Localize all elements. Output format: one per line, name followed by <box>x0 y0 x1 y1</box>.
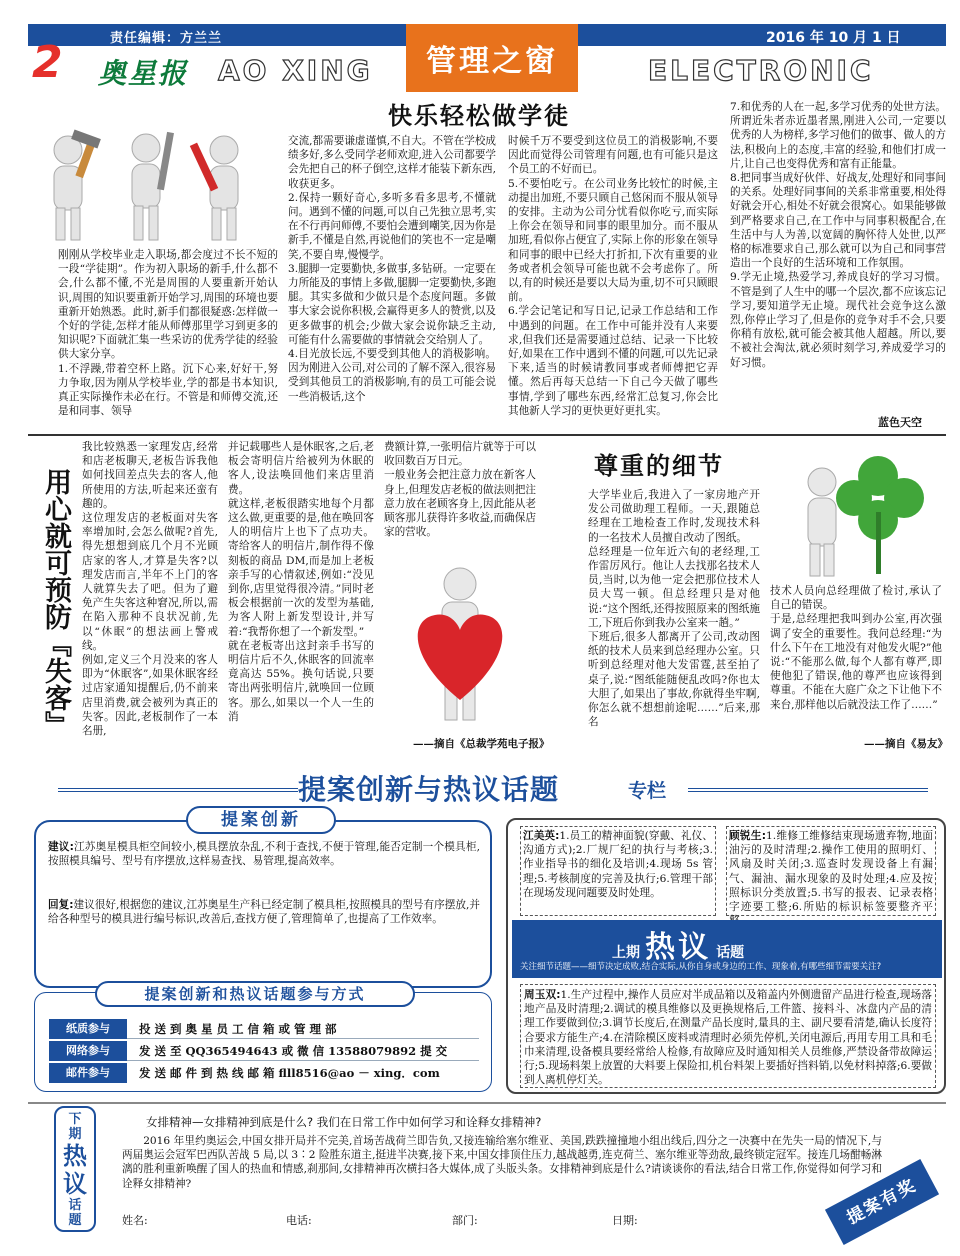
article-source: ——摘自《易友》 <box>864 738 948 750</box>
article-source: ——摘自《总裁学苑电子报》 <box>413 738 550 750</box>
prize-stamp-label: 提案有奖 <box>843 1175 921 1229</box>
column-banner <box>28 770 946 806</box>
masthead-date: 2016 年 10 月 1 日 <box>766 30 901 46</box>
proposal-header-label: 提案创新 <box>221 810 301 830</box>
form-phone-label: 电话: <box>286 1214 312 1227</box>
suggestion-label: 建议: <box>48 841 74 853</box>
ao-xing-wordmark: AO XING <box>218 54 373 87</box>
row-label: 纸质参与 <box>49 1019 127 1039</box>
row-text: 发 送 邮 件 到 热 线 邮 箱 flll8516@ao － xing．com <box>139 1066 440 1080</box>
article-source: 蓝色天空 <box>878 416 922 429</box>
entry-form <box>122 1212 822 1230</box>
proposal-suggestion <box>48 840 480 868</box>
participation-row-paper <box>49 1019 479 1039</box>
paper-name: 奥星报 <box>98 57 189 90</box>
page-number: 2 <box>32 37 63 88</box>
commenter-name: 江美英: <box>523 830 560 842</box>
comment-jiang <box>520 826 716 916</box>
figure-with-heart-image <box>390 560 530 730</box>
banner-left-rule <box>58 788 298 792</box>
hot-topic-prompt: 关注细节话题——细节决定成败,结合实际,从你自身或身边的工作、现象着,有哪些细节需要关注? <box>520 962 882 972</box>
header-pre: 上期 <box>612 945 640 961</box>
hot-topic-header-title <box>612 922 952 965</box>
article-col-3: 费额计算,一张明信片就等于可以收回数百万日元。 一般业务会把注意力放在新客人身上,但理发店老板的做法则把注意力放在老顾客身上,因此能从老顾客那儿获得许多收益,而确保店家的营收。 <box>384 441 536 539</box>
article-col-2: 交流,都需要谦虚谨慎,不自大。不管在学校成绩多好,多么受同学老师欢迎,进入公司都要学会先把自己的杯子倒空,这样才能装下新东西,收获更多。 2.保持一颗好奇心,多听多看多思考,不懂就问。遇到不懂的问题,可以自己先独立思考,实在不行再问师傅,不要怕会遭到嘲笑,因为你是新手,不懂是自然,再说他们的笑也不一定是嘲笑,不要自卑,慢慢学。 3.腿脚一定要勤快,多做事,多钻研。一定要在力所能及的事情上多做,腿脚一定要勤快,多跑腿。其实多做和少做只是个态度问题。多做事大家会说你积极,会赢得更多人的赞赏,以及更多做事的机会;少做大家会说你缺乏主动,可能有什么需要做的事情就会交给别人了。 4.目光放长远,不要受到其他人的消极影响。因为刚进入公司,对公司的了解不深入,很容易受到其他员工的消极影响,有的员工可能会说一些消极话,这个 <box>288 135 497 403</box>
masthead <box>28 24 946 92</box>
article-col-4: 7.和优秀的人在一起,多学习优秀的处世方法。所谓近朱者赤近墨者黑,刚进入公司,一定要以优秀的人为榜样,多学习他们的做事、做人的方法,积极向上的态度,丰富的经验,和他们打成一片,让自己也变得优秀和富有正能量。 8.把同事当成好伙伴、好战友,处理好和同事间的关系。处理好同事间的关系非常重要,相处得好就会开心,相处不好就会很窝心。如果能够做到严格要求自己,在工作中与同事积极配合,在生活中与人为善,以宽阔的胸怀待人处世,以严格的标准要求自己,那么就可以为自己和同事营造出一个良好的生活环境和工作氛围。 9.学无止境,热爱学习,养成良好的学习习惯。不管是到了人生中的哪一个层次,都不应该忘记学习,要知道学无止境。现代社会竞争这么激烈,你停止学习了,但是你的竞争对手不会,只要你稍有放松,就可能会被其他人超越。所以,要不被社会淘汰,就必须时刻学习,养成爱学习的好习惯。 <box>730 101 946 369</box>
reply-label: 回复: <box>48 899 74 911</box>
participation-header-label: 提案创新和热议话题参与方式 <box>144 985 366 1003</box>
article-col-1: 刚刚从学校毕业走入职场,都会度过不长不短的一段“学徒期”。作为初入职场的新手,什么都不会,什么都不懂,不光是周围的人要重新开始认识,周围的知识要重新开始学习,周围的环境也要重新开始熟悉。此时,新手们都很疑惑:怎样做一个好的学徒,怎样才能从师傅那里学习到更多的知识呢?下面就汇集一些采访的优秀学徒的经验供大家分享。 1.不浮躁,带着空杯上路。沉下心来,好好干,努力争取,因为刚从学校毕业,学的都是书本知识,真正实际操作未必在行。不管是和师傅交流,还是和同事、领导 <box>58 249 278 418</box>
article-col-2: 技术人员向总经理做了检讨,承认了自己的错误。 于是,总经理把我叫到办公室,再次强调了安全的重要性。我问总经理:“为什么下午在工地没有对他发火呢?”他说:“不能那么做,每个人都有尊严,即使他犯了错误,他的尊严也应该得到尊重。不能在大庭广众之下让他下不来台,那样他以后就没法工作了……” <box>770 585 942 711</box>
comment-text: 1.员工的精神面貌(穿戴、礼仪、沟通方式);2.厂规厂纪的执行与考核;3.作业指导书的细化及培训;4.现场 5s 管理;5.考核制度的完善及执行;6.管理干部在现场发现问题要及时处理。 <box>523 830 713 899</box>
participation-box <box>34 985 492 1092</box>
row-text: 投 送 到 奥 星 员 工 信 箱 或 管 理 部 <box>139 1022 337 1036</box>
suggestion-text: 江苏奥星模具柜空间较小,模具摆放杂乱,不利于查找,不便于管理,能否定制一个模具柜,按照模具编号、型号有序摆放,这样易查找、易管理,提高效率。 <box>48 841 480 868</box>
form-dept-label: 部门: <box>452 1214 478 1227</box>
banner-title: 提案创新与热议话题 <box>298 773 560 806</box>
article-happy-apprentice <box>28 94 946 432</box>
section-divider <box>28 434 946 436</box>
comment-zhou <box>520 984 936 1088</box>
proposal-reply <box>48 898 480 926</box>
figure-with-clover-image <box>780 442 930 582</box>
article-col-3: 时候千万不要受到这位员工的消极影响,不要因此而觉得公司管理有问题,也有可能只是这个员工的不好而已。 5.不要怕吃亏。在公司业务比较忙的时候,主动提出加班,不要只顾自己悠闲而不服从领导的安排。主动为公司分忧看似你吃亏,而实际上你会在领导和同事的眼里加分。而不服从加班,看似你占便宜了,实际上你的形象在领导和同事的眼中已经大打折扣,下次有重要的业务或者机会领导可能也就不会考虑你了。所以,有的时候还是要以大局为重,切不可只顾眼前。 6.学会记笔记和写日记,记录工作总结和工作中遇到的问题。在工作中可能并没有人来要求,但我们还是需要通过总结、记录一下比较好,如果在工作中遇到不懂的问题,可以先记录下来,适当的时候请教同事或者师傅把它弄懂。然后再每天总结一下自己今天做了哪些事情,学到了哪些东西,经常汇总复习,你会比其他新人学习的更快更好更扎实。 <box>508 135 718 417</box>
side-char: 题 <box>68 1213 82 1228</box>
side-char: 期 <box>68 1127 82 1142</box>
last-hot-topic <box>506 818 946 1094</box>
next-topic-question: 女排精神—女排精神到底是什么? 我们在日常工作中如何学习和诠释女排精神? <box>146 1115 542 1129</box>
article-prevent-lost-customers <box>28 438 553 768</box>
article-title-vertical: 用心就可预防『失客』 <box>40 468 71 738</box>
proposal-box <box>34 810 492 988</box>
participation-header <box>95 981 415 1007</box>
banner-suffix: 专栏 <box>628 780 667 802</box>
article-col-2: 并记载哪些人是休眠客,之后,老板会寄明信片给被列为休眠的客人,设法唤回他们来店里消费。 就这样,老板很踏实地每个月都这么做,更重要的是,他在唤回客人的明信片上也下了点功夫。寄给客人的明信片,制作得不像刻板的商品 DM,而是加上老板亲手写的心情叙述,例如:“没见到你,店里觉得很冷清。”同时老板会根据前一次的发型为基础,为客人附上新发型设计,并写着:“我帮你想了一个新发型。” 就在老板寄出这封亲手书写的明信片后不久,休眠客的回流率竟高达 55%。换句话说,只要寄出两张明信片,就唤回一位顾客。那么,如果以一个人一生的消 <box>228 441 374 723</box>
hot-topic-header <box>512 920 942 978</box>
article-col-1: 我比较熟悉一家理发店,经常和店老板聊天,老板告诉我他如何找回差点失去的客人,他所使用的方法,听起来还蛮有趣的。 这位理发店的老板面对失客率增加时,会怎么做呢?首先,得先想想到底几个月不光顾店家的客人,才算是失客?以理发店而言,半年不上门的客人就算失去了吧。但为了避免产生失客这种窘况,所以,需在陷入那种不良状况前,先以“休眠”的想法画上警戒线。 例如,定义三个月没来的客人即为“休眠客”,如果休眠客经过店家通知提醒后,仍不前来店里消费,就会被列为真正的失客。因此,老板制作了一本名册, <box>82 441 218 738</box>
side-char: 话 <box>68 1198 82 1213</box>
participation-row-online <box>49 1041 479 1061</box>
section-badge <box>406 24 578 92</box>
row-label: 邮件参与 <box>49 1063 127 1083</box>
row-label: 网络参与 <box>49 1041 127 1061</box>
comment-text: 1.维修工维修结束现场遗弃物,地面油污的及时清理;2.操作工使用的照明灯、风扇及时关闭;3.巡查时发现设备上有漏气、漏油、漏水现象的及时处理;4.应及按照标识分类放置;5.书写的报表、记录表格字迹要工整;6.所贴的标识标签要整齐平 <box>729 830 933 914</box>
comment-text: 1.生产过程中,操作人员应对半成品箱以及箱盖内外侧遗留产品进行检查,现场落地产品及时清理;2.调试的模具维修以及更换规格后,工件篮、接料斗、冰盘内产品的清理工作要做到位;3.调节长度后,在测量产品长度时,量具的主、副尺要看清楚,确认长度符合要求方能生产;4.在清除模区废料或清理时必须先停机,关闭电源后,再用专用工具和毛巾来清理,设备模具要经常给人检修,有故障应及时通知相关人员维修,严禁设备带故障运行;5.现场料架上放置的大料要上保险扣,机台料架上要插好挡料销,以免材料掉落;6.要做到人离机停灯关。 <box>524 989 932 1087</box>
side-char: 下 <box>68 1112 82 1127</box>
participation-row-email <box>49 1063 479 1083</box>
article-respect-details <box>580 438 946 768</box>
comment-gu <box>726 826 936 916</box>
side-char: 议 <box>63 1169 87 1198</box>
article-title: 尊重的细节 <box>594 451 724 480</box>
electronic-wordmark: ELECTRONIC <box>648 54 874 87</box>
next-topic-body: 2016 年里约奥运会,中国女排开局并不完美,首场苦战荷兰即告负,又接连输给塞尔维亚、美国,跌跌撞撞地小组出线后,四分之一决赛中在先失一局的情况下,与两届奥运会冠军巴西队苦战 5 局,以 3∶2 险胜东道主,挺进半决赛,接下来,中国女排顶住压力,越战越勇,连克荷兰、塞尔维亚等劲敌,最终锁定冠军。接连几场酣畅淋漓的胜利重新唤醒了国人的热血和情感,刹那间,女排精神再次横扫各大媒体,成了头版头条。女排精神到底是什么?请谈谈你的看法,结合日常工作,你觉得如何学习和诠释女排精神? <box>122 1135 882 1190</box>
side-char: 热 <box>63 1141 87 1170</box>
next-hot-topic <box>28 1102 946 1238</box>
commenter-name: 顾锐生: <box>729 830 767 842</box>
header-post: 话题 <box>716 945 745 961</box>
proposal-header <box>186 806 336 834</box>
banner-right-rule <box>688 788 928 792</box>
article-title: 快乐轻松做学徒 <box>388 101 570 130</box>
form-name-label: 姓名: <box>122 1214 148 1227</box>
section-title: 管理之窗 <box>426 44 558 79</box>
side-label <box>54 1106 96 1232</box>
commenter-name: 周玉双: <box>524 989 561 1001</box>
form-date-label: 日期: <box>612 1214 638 1227</box>
reply-text: 建议很好,根据您的建议,江苏奥星生产科已经定制了模具柜,按照模具的型号有序摆放,并给各种型号的模具进行编号标识,改善后,查找方便了,管理简单了,也提高了工作效率。 <box>48 899 480 926</box>
header-main: 热议 <box>645 930 712 965</box>
figures-with-tools-image <box>28 128 266 248</box>
article-col-1: 大学毕业后,我进入了一家房地产开发公司做助理工程师。一天,跟随总经理在工地检查工作时,发现技术科的一名技术人员擅自改动了图纸。 总经理是一位年近六旬的老经理,工作雷厉风行。他让人去找那名技术人员,当时,以为他一定会把那位技术人员大骂一顿。但总经理只是对他说:“这个图纸,还得按照原来的图纸施工,下班后你到我办公室来一趟。” 下班后,很多人都离开了公司,改动图纸的技术人员来到总经理办公室。只听到总经理对他大发雷霆,甚至拍了桌子,说:“图纸能随便乱改吗?你也太大胆了,如果出了事故,你就得坐牢啊,你怎么就不想想前途呢……”后来,那名 <box>588 489 760 729</box>
editor-credit: 责任编辑：方兰兰 <box>110 31 223 46</box>
row-text: 发 送 至 QQ365494643 或 微 信 13588079892 提 交 <box>139 1044 448 1058</box>
